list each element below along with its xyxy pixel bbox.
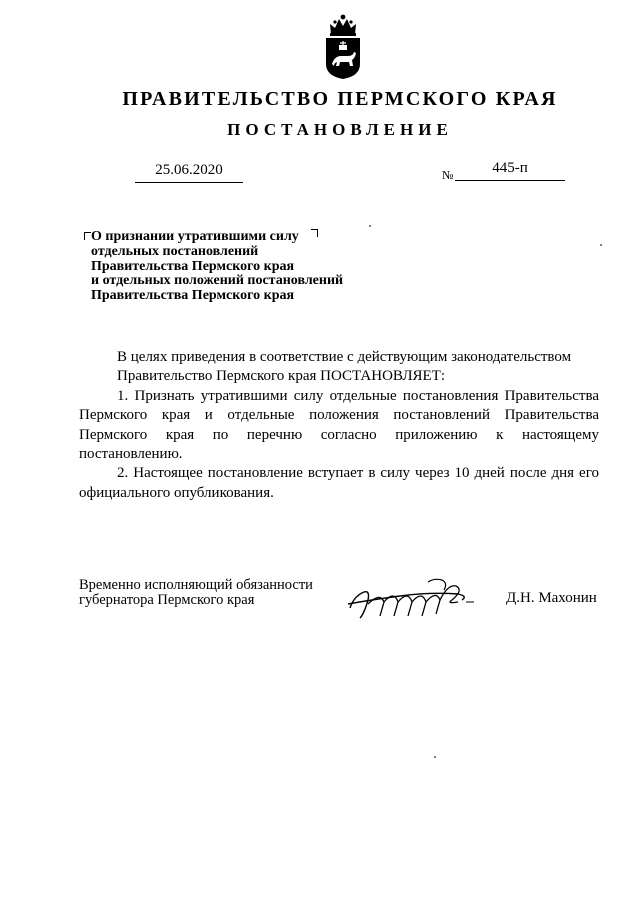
subject-line: Правительства Пермского края: [91, 288, 295, 304]
preamble-line: В целях приведения в соответствие с действующим законодательством: [117, 349, 572, 365]
document-number-field: [455, 160, 565, 182]
scan-speck: [434, 756, 436, 758]
signer-position-line: губернатора Пермского края: [79, 592, 255, 608]
organization-title: ПРАВИТЕЛЬСТВО ПЕРМСКОГО КРАЯ: [122, 88, 558, 110]
document-date: 25.06.2020: [155, 162, 223, 178]
document-body: [79, 348, 599, 503]
perm-krai-coat-of-arms-icon: [322, 12, 364, 80]
signer-position: [79, 578, 313, 608]
subject-line: отдельных постановлений: [91, 243, 259, 259]
document-date-field: [135, 162, 243, 184]
handwritten-signature-icon: [340, 574, 490, 624]
number-sign: №: [442, 168, 454, 182]
subject-line: Правительства Пермского края: [91, 258, 295, 274]
body-item-1: 1. Признать утратившими силу отдельные постановления Правительства Пермского края и отдельные положения постановлений Правительства Пермского края по перечню согласно приложению к настоящему постановлению.: [79, 387, 599, 463]
subject-line: и отдельных положений постановлений: [91, 273, 344, 289]
subject-line: О признании утратившими силу: [91, 229, 299, 244]
signer-position-line: Временно исполняющий обязанности: [79, 577, 313, 593]
document-number: 445-п: [492, 160, 528, 176]
body-item-2: 2. Настоящее постановление вступает в силу через 10 дней после дня его официального опубликования.: [79, 465, 599, 501]
preamble-line: Правительство Пермского края ПОСТАНОВЛЯЕТ:: [117, 368, 446, 385]
document-type: ПОСТАНОВЛЕНИЕ: [227, 120, 453, 139]
subject-corner-left: [84, 232, 91, 240]
scan-speck: [369, 225, 371, 227]
signer-name: Д.Н. Махонин: [506, 590, 597, 606]
date-underline: [135, 182, 243, 183]
scan-speck: [600, 244, 602, 246]
number-underline: [455, 180, 565, 181]
document-subject: [91, 230, 381, 304]
